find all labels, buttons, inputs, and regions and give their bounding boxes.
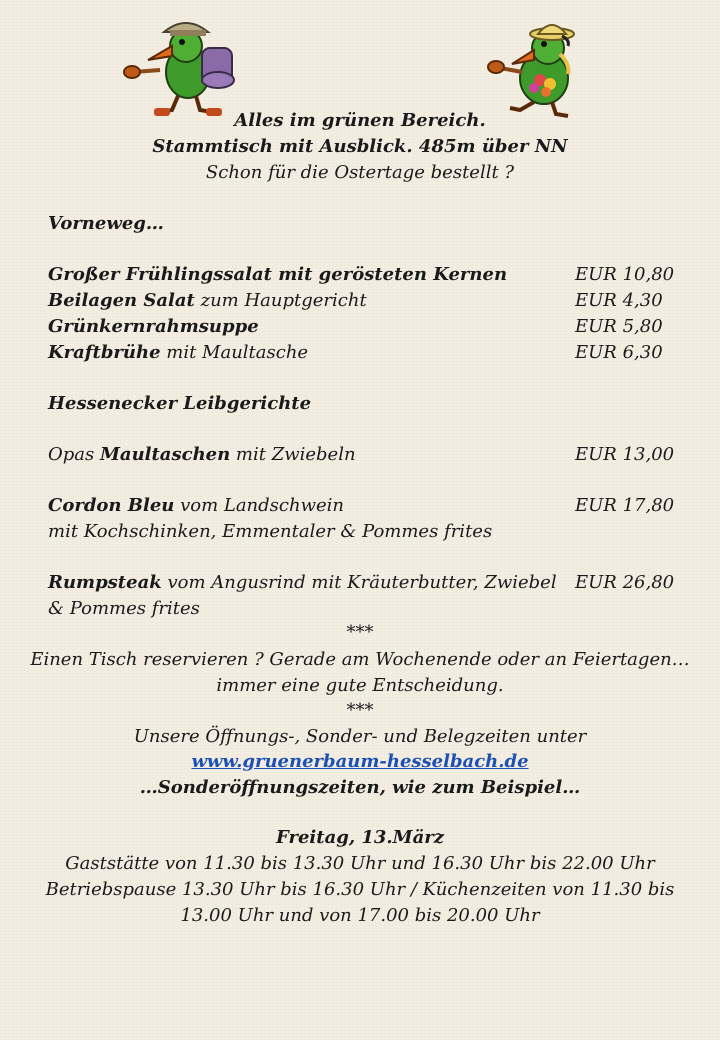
hours-intro: Unsere Öffnungs-, Sonder- und Belegzeiten unter — [133, 726, 587, 747]
separator: *** — [346, 700, 374, 721]
menu-item-name: Maultaschen — [99, 444, 231, 465]
separator: *** — [346, 622, 374, 643]
hours-line: Gaststätte von 11.30 bis 13.30 Uhr und 16.30 Uhr bis 22.00 Uhr — [65, 853, 655, 874]
reserve-text: Einen Tisch reservieren ? Gerade am Wochenende oder an Feiertagen… — [30, 649, 690, 670]
hiking-parrot-icon — [120, 10, 240, 120]
menu-item-desc-line2: & Pommes frites — [48, 598, 200, 619]
header-slogan: Alles im grünen Bereich. — [234, 110, 486, 131]
menu-item-price: EUR 6,30 — [575, 342, 663, 363]
menu-item-name: Großer Frühlingssalat mit gerösteten Kernen — [48, 264, 508, 285]
special-hours-heading: …Sonderöffnungszeiten, wie zum Beispiel… — [139, 777, 581, 798]
special-date: Freitag, 13.März — [276, 827, 444, 848]
website-link[interactable]: www.gruenerbaum-hesselbach.de — [191, 751, 529, 772]
menu-item-desc-line2: mit Kochschinken, Emmentaler & Pommes frites — [48, 521, 493, 542]
menu-item-desc: vom Angusrind mit Kräuterbutter, Zwiebel — [161, 572, 557, 593]
menu-item-name: Cordon Bleu — [48, 495, 175, 516]
menu-item-desc: mit Maultasche — [160, 342, 309, 363]
menu-item-price: EUR 13,00 — [575, 444, 675, 465]
menu-item-name: Grünkernrahmsuppe — [48, 316, 259, 337]
menu-item-name: Kraftbrühe — [48, 342, 161, 363]
menu-item-price: EUR 10,80 — [575, 264, 675, 285]
hours-line: 13.00 Uhr und von 17.00 bis 20.00 Uhr — [180, 905, 540, 926]
menu-item-price: EUR 17,80 — [575, 495, 675, 516]
section-title-leibgerichte: Hessenecker Leibgerichte — [48, 393, 312, 414]
header-subtitle: Stammtisch mit Ausblick. 485m über NN — [152, 136, 568, 157]
menu-item-price: EUR 5,80 — [575, 316, 663, 337]
menu-item-desc: mit Zwiebeln — [230, 444, 356, 465]
menu-item-price: EUR 4,30 — [575, 290, 663, 311]
section-title-vorneweg: Vorneweg… — [48, 213, 164, 234]
header-question: Schon für die Ostertage bestellt ? — [205, 162, 515, 183]
menu-item-name: Beilagen Salat — [48, 290, 195, 311]
menu-item-prefix: Opas — [48, 444, 100, 465]
menu-item-desc: vom Landschwein — [174, 495, 344, 516]
menu-item-desc: zum Hauptgericht — [194, 290, 367, 311]
reserve-text-2: immer eine gute Entscheidung. — [216, 675, 504, 696]
menu-item-name: Rumpsteak — [48, 572, 162, 593]
menu-item-price: EUR 26,80 — [575, 572, 675, 593]
hours-line: Betriebspause 13.30 Uhr bis 16.30 Uhr / Küchenzeiten von 11.30 bis — [45, 879, 675, 900]
